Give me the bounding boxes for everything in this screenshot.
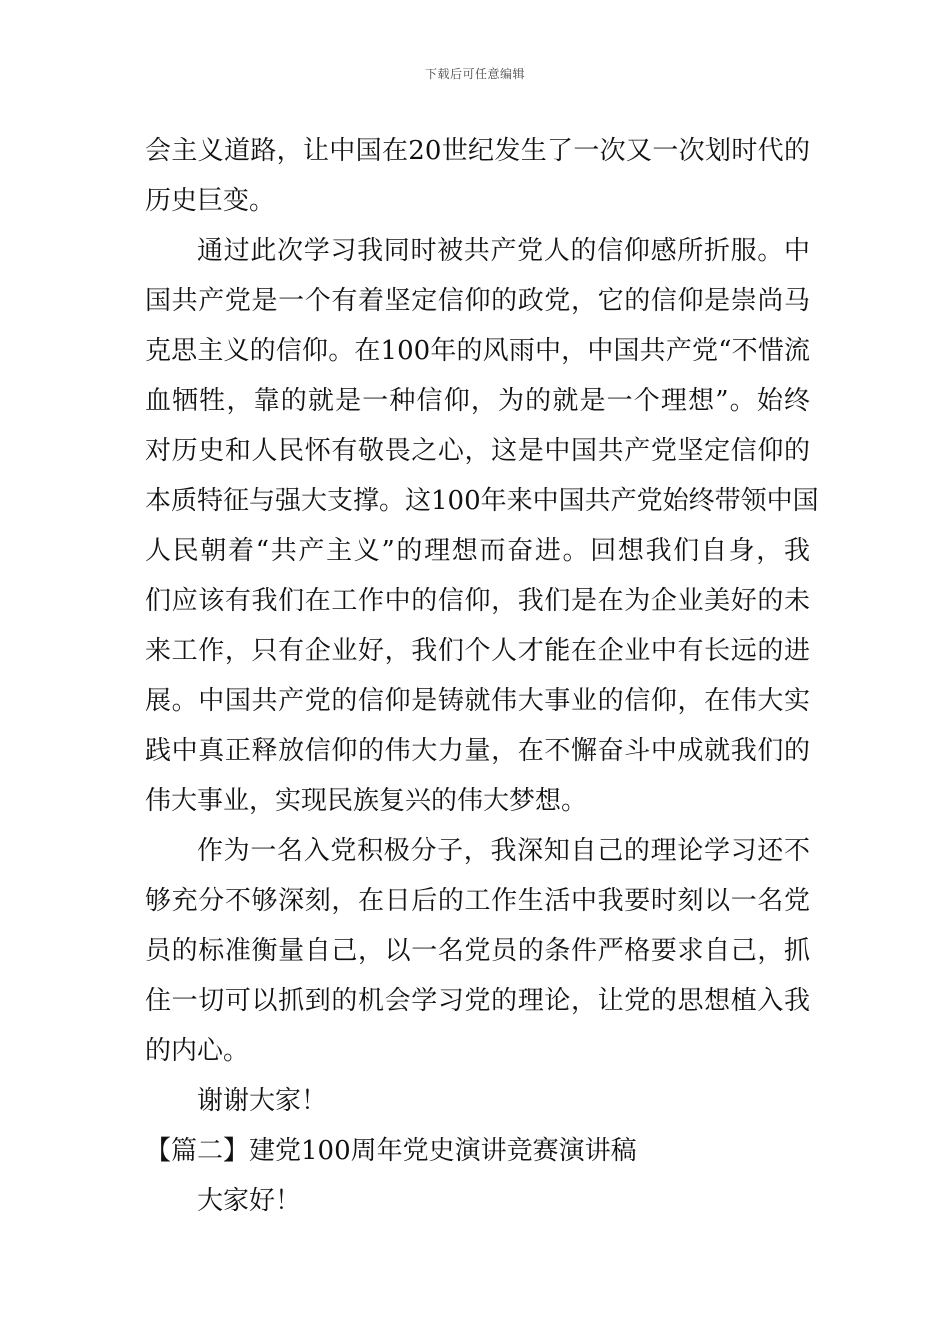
text-line: 国共产党是一个有着坚定信仰的政党，它的信仰是崇尚马 <box>145 286 810 316</box>
text-line: 会主义道路，让中国在20世纪发生了一次又一次划时代的 <box>145 136 810 166</box>
text-line: 们应该有我们在工作中的信仰，我们是在为企业美好的未 <box>145 586 810 616</box>
text-line: 住一切可以抓到的机会学习党的理论，让党的思想植入我 <box>145 986 810 1016</box>
text-line: 践中真正释放信仰的伟大力量，在不懈奋斗中成就我们的 <box>145 736 810 766</box>
section-heading: 【篇二】建党100周年党史演讲竞赛演讲稿 <box>145 1136 637 1166</box>
greeting-line: 大家好！ <box>197 1186 302 1216</box>
text-line: 历史巨变。 <box>145 186 276 216</box>
thanks-line: 谢谢大家！ <box>197 1086 328 1116</box>
text-line: 展。中国共产党的信仰是铸就伟大事业的信仰，在伟大实 <box>145 686 810 716</box>
text-line: 血牺牲，靠的就是一种信仰，为的就是一个理想”。始终 <box>145 386 810 416</box>
text-line: 员的标准衡量自己，以一名党员的条件严格要求自己，抓 <box>145 936 810 966</box>
paragraph-start-line: 通过此次学习我同时被共产党人的信仰感所折服。中 <box>197 236 810 266</box>
header-note: 下载后可任意编辑 <box>424 67 525 81</box>
document-body <box>145 126 819 1226</box>
text-line: 够充分不够深刻，在日后的工作生活中我要时刻以一名党 <box>145 886 810 916</box>
text-line: 的内心。 <box>145 1036 250 1066</box>
text-line: 本质特征与强大支撑。这100年来中国共产党始终带领中国 <box>145 486 819 516</box>
text-line: 克思主义的信仰。在100年的风雨中，中国共产党“不惜流 <box>145 336 810 366</box>
paragraph-start-line: 作为一名入党积极分子，我深知自己的理论学习还不 <box>197 836 810 866</box>
text-line: 人民朝着“共产主义”的理想而奋进。回想我们自身，我 <box>145 536 810 566</box>
text-line: 对历史和人民怀有敬畏之心，这是中国共产党坚定信仰的 <box>145 436 810 466</box>
text-line: 伟大事业，实现民族复兴的伟大梦想。 <box>145 786 588 816</box>
text-line: 来工作，只有企业好，我们个人才能在企业中有长远的进 <box>145 636 810 666</box>
